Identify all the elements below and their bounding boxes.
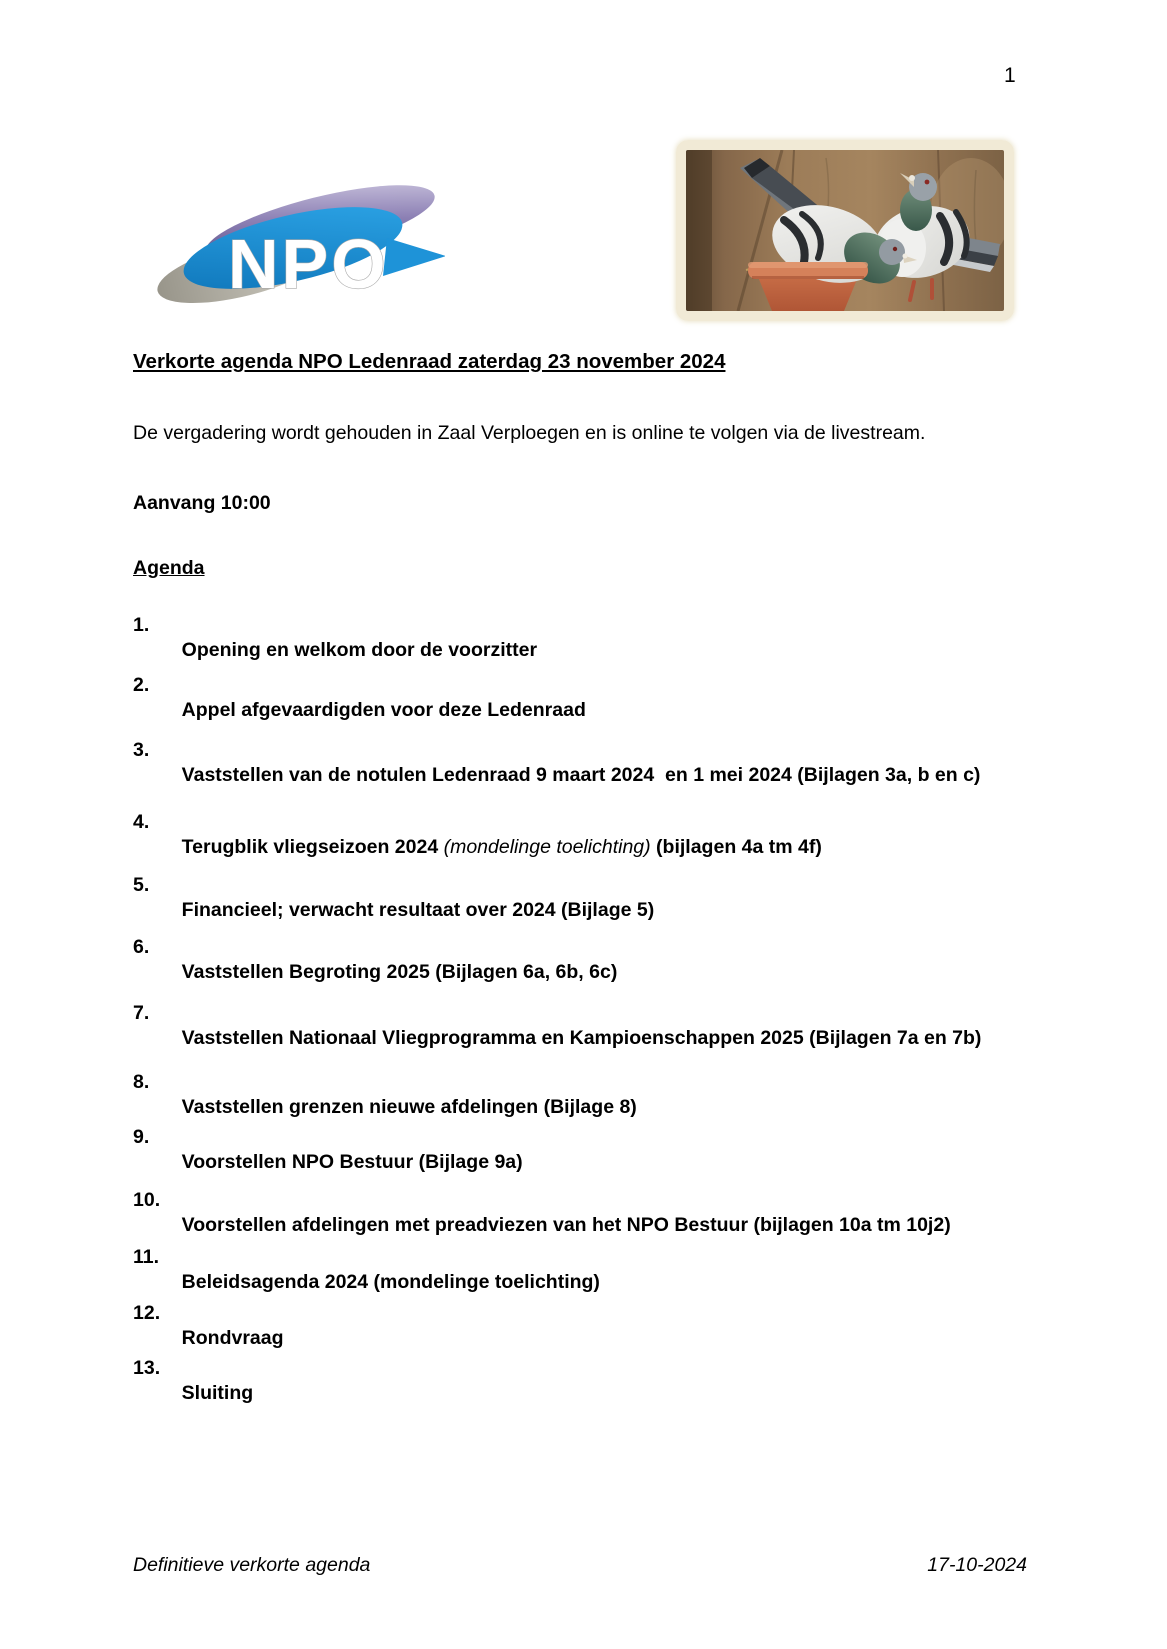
agenda-item-text-italic: (mondelinge toelichting) xyxy=(443,836,651,858)
footer-date: 17-10-2024 xyxy=(927,1554,1027,1576)
agenda-item-number: 12. xyxy=(133,1302,161,1324)
pigeons-photo-svg xyxy=(686,150,1004,311)
logo-text: NPO xyxy=(228,225,389,303)
logo-blue-arrow xyxy=(383,238,445,276)
photo-wood-shadow xyxy=(686,150,712,311)
agenda-item-text: Vaststellen Begroting 2025 (Bijlagen 6a, 6b, 6c) xyxy=(181,961,618,983)
agenda-item-number: 7. xyxy=(133,1002,150,1024)
agenda-item-text: Rondvraag xyxy=(181,1327,284,1349)
agenda-item-text: Vaststellen grenzen nieuwe afdelingen (Bijlage 8) xyxy=(181,1096,637,1118)
agenda-item-text: Opening en welkom door de voorzitter xyxy=(181,639,538,661)
agenda-item-text: Voorstellen afdelingen met preadviezen van het NPO Bestuur (bijlagen 10a tm 10j2) xyxy=(181,1214,951,1236)
agenda-item-text: Vaststellen van de notulen Ledenraad 9 maart 2024 en 1 mei 2024 (Bijlagen 3a, b en c) xyxy=(181,764,981,786)
agenda-item-text-suffix: (bijlagen 4a tm 4f) xyxy=(650,836,822,858)
agenda-item-number: 3. xyxy=(133,739,150,761)
agenda-item-text-prefix: Terugblik vliegseizoen 2024 xyxy=(181,836,444,858)
agenda-item-number: 11. xyxy=(133,1246,160,1268)
agenda-item-number: 13. xyxy=(133,1357,161,1379)
agenda-item-number: 2. xyxy=(133,674,150,696)
agenda-heading: Agenda xyxy=(133,557,205,579)
agenda-item-number: 5. xyxy=(133,874,150,896)
agenda-item-7 xyxy=(133,1001,1080,1076)
agenda-item-number: 10. xyxy=(133,1189,161,1211)
agenda-item-number: 9. xyxy=(133,1126,150,1148)
agenda-item-number: 6. xyxy=(133,936,150,958)
pot-rim xyxy=(748,262,868,279)
agenda-item-2 xyxy=(133,673,1080,748)
agenda-item-number: 1. xyxy=(133,614,150,636)
agenda-item-text: Appel afgevaardigden voor deze Ledenraad xyxy=(181,699,586,721)
agenda-item-text: Sluiting xyxy=(181,1382,254,1404)
page-number: 1 xyxy=(1004,64,1016,87)
intro-paragraph: De vergadering wordt gehouden in Zaal Verploegen en is online te volgen via de livestream. xyxy=(133,422,926,444)
document-title: Verkorte agenda NPO Ledenraad zaterdag 23 november 2024 xyxy=(133,350,726,373)
agenda-item-text: Beleidsagenda 2024 (mondelinge toelichting) xyxy=(181,1271,600,1293)
agenda-item-number: 8. xyxy=(133,1071,150,1093)
agenda-item-6 xyxy=(133,935,1080,1010)
agenda-item-number: 4. xyxy=(133,811,150,833)
footer-document-name: Definitieve verkorte agenda xyxy=(133,1554,371,1576)
agenda-item-13 xyxy=(133,1356,1080,1431)
npo-logo xyxy=(145,182,445,306)
agenda-item-text: Financieel; verwacht resultaat over 2024 (Bijlage 5) xyxy=(181,899,655,921)
npo-logo-svg xyxy=(145,182,445,306)
start-time: Aanvang 10:00 xyxy=(133,492,271,514)
agenda-item-text: Vaststellen Nationaal Vliegprogramma en Kampioenschappen 2025 (Bijlagen 7a en 7b) xyxy=(181,1027,982,1049)
pigeons-photo xyxy=(676,140,1014,321)
agenda-item-text: Voorstellen NPO Bestuur (Bijlage 9a) xyxy=(181,1151,523,1173)
agenda-item-3 xyxy=(133,738,1080,813)
